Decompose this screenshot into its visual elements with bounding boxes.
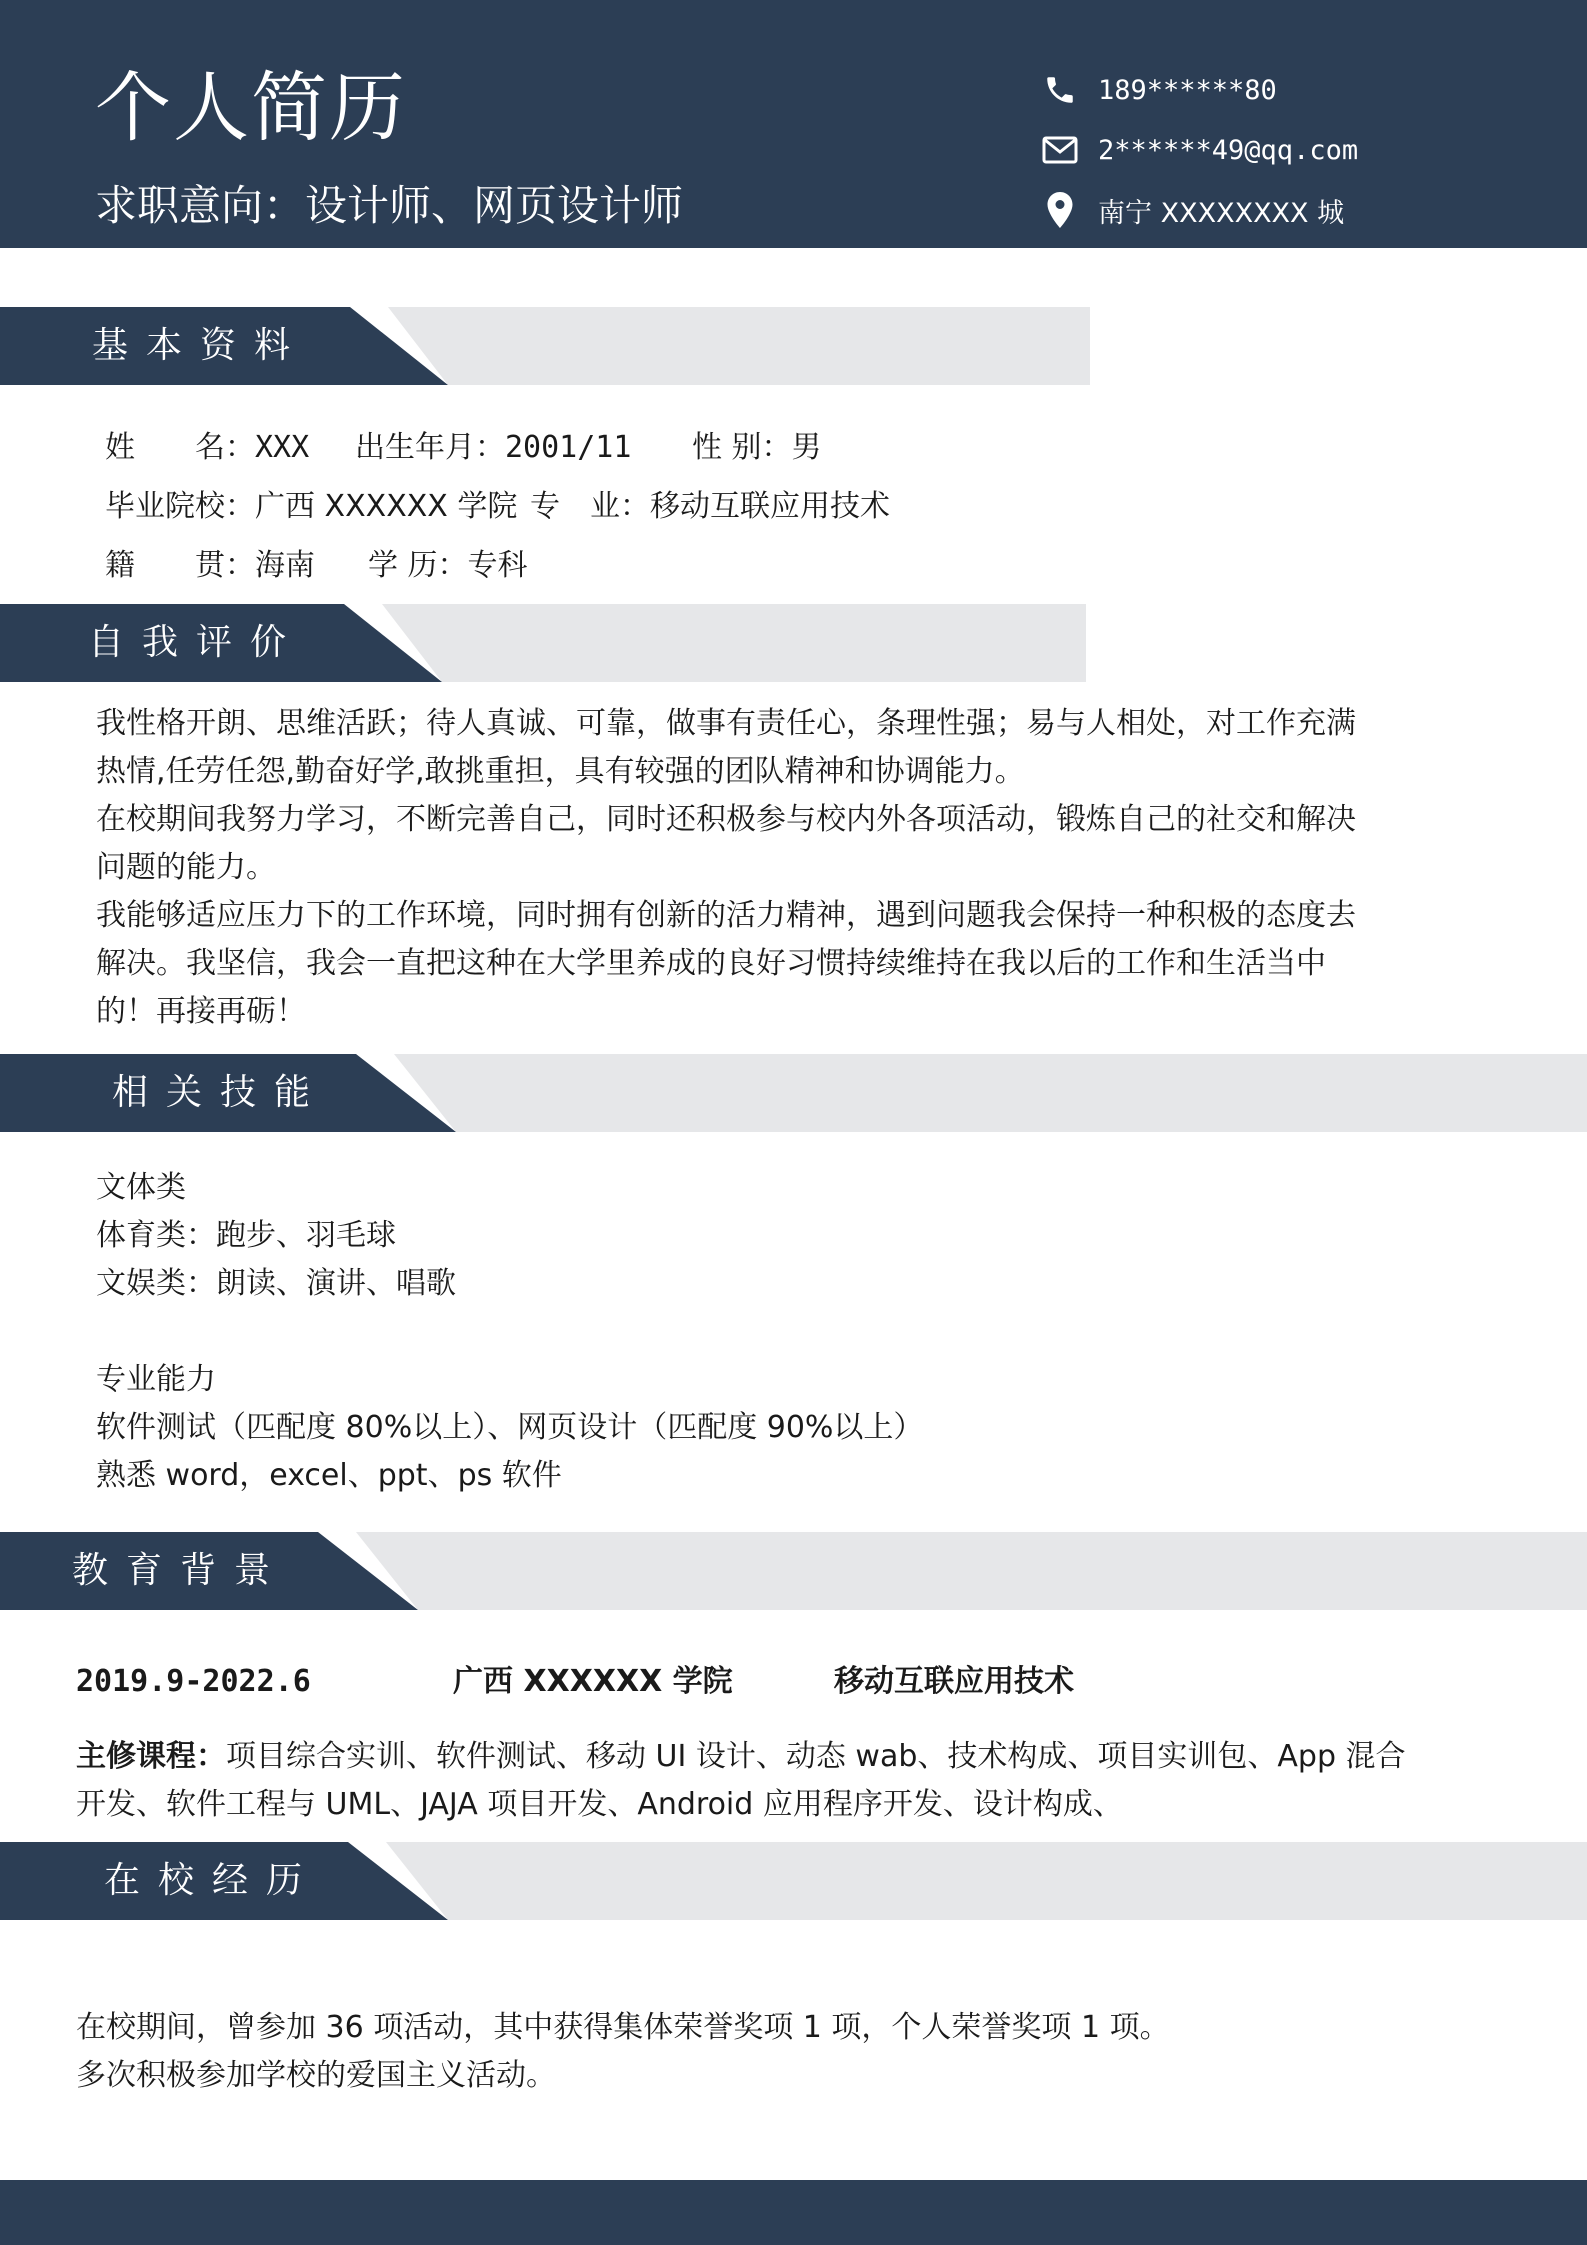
school-field xyxy=(105,483,517,531)
name-label: 姓 名： xyxy=(105,430,255,465)
email-text: 2******49@qq.com xyxy=(1098,134,1359,166)
campus-experience xyxy=(76,2004,1170,2100)
courses-line-2: 开发、软件工程与 UML、JAJA 项目开发、Android 应用程序开发、设计构成、 xyxy=(76,1787,1123,1822)
courses-text: 项目综合实训、软件测试、移动 UI 设计、动态 wab、技术构成、项目实训包、App 混合 xyxy=(226,1739,1406,1774)
period-text: 2019.9-2022.6 xyxy=(76,1664,311,1699)
self-eval-line: 热情,任劳任怨,勤奋好学,敢挑重担，具有较强的团队精神和协调能力。 xyxy=(96,754,1025,789)
birth-field xyxy=(355,424,631,472)
mail-icon xyxy=(1040,130,1080,170)
section-title-education: 教育背景 xyxy=(72,1550,289,1591)
degree-label: 学 历： xyxy=(368,548,468,583)
section-header-self-eval xyxy=(0,604,1587,682)
resume-title: 个人简历 xyxy=(95,63,407,152)
skill-line: 文娱类：朗读、演讲、唱歌 xyxy=(96,1266,456,1301)
section-header-campus xyxy=(0,1842,1587,1920)
origin-label: 籍 贯： xyxy=(105,548,255,583)
skill-line: 熟悉 word，excel、ppt、ps 软件 xyxy=(96,1458,562,1493)
self-eval-line: 解决。我坚信，我会一直把这种在大学里养成的良好习惯持续维持在我以后的工作和生活当中 xyxy=(96,946,1326,981)
major-value: 移动互联应用技术 xyxy=(650,489,890,524)
contact-email xyxy=(1040,126,1358,174)
campus-line: 在校期间，曾参加 36 项活动，其中获得集体荣誉奖项 1 项，个人荣誉奖项 1 项。 xyxy=(76,2010,1170,2045)
major-field xyxy=(530,483,890,531)
self-eval-line: 问题的能力。 xyxy=(96,850,276,885)
location-icon xyxy=(1040,190,1080,230)
section-title-skills: 相关技能 xyxy=(112,1072,329,1113)
education-major: 移动互联应用技术 xyxy=(834,1664,1074,1699)
self-eval-line: 我能够适应压力下的工作环境，同时拥有创新的活力精神，遇到问题我会保持一种积极的态度去 xyxy=(96,898,1356,933)
skill-line: 体育类：跑步、羽毛球 xyxy=(96,1218,396,1253)
courses-label: 主修课程： xyxy=(76,1739,226,1774)
birth-value: 2001/11 xyxy=(505,430,632,465)
gender-field xyxy=(692,424,822,472)
birth-label: 出生年月： xyxy=(355,430,505,465)
self-evaluation-text xyxy=(96,700,1356,1036)
degree-field xyxy=(368,542,528,590)
school-value: 广西 XXXXXX 学院 xyxy=(255,489,518,524)
gender-label: 性 别： xyxy=(692,430,792,465)
education-school: 广西 XXXXXX 学院 xyxy=(453,1664,733,1699)
phone-text: 189******80 xyxy=(1098,74,1277,106)
campus-line: 多次积极参加学校的爱国主义活动。 xyxy=(76,2058,556,2093)
section-header-skills xyxy=(0,1054,1587,1132)
self-eval-line: 在校期间我努力学习，不断完善自己，同时还积极参与校内外各项活动，锻炼自己的社交和解决 xyxy=(96,802,1356,837)
school-label: 毕业院校： xyxy=(105,489,255,524)
skills-list xyxy=(96,1164,923,1500)
job-intention: 求职意向：设计师、网页设计师 xyxy=(95,181,684,230)
skill-line: 文体类 xyxy=(96,1170,186,1205)
self-eval-line: 的！再接再砺！ xyxy=(96,994,306,1029)
basic-row-1 xyxy=(105,424,309,472)
major-label: 专 业： xyxy=(530,489,650,524)
contact-address xyxy=(1040,186,1344,234)
courses-line-1 xyxy=(76,1733,1406,1781)
section-title-basic: 基本资料 xyxy=(92,325,309,366)
phone-icon xyxy=(1040,70,1080,110)
self-eval-line: 我性格开朗、思维活跃；待人真诚、可靠，做事有责任心，条理性强；易与人相处，对工作充满 xyxy=(96,706,1356,741)
degree-value: 专科 xyxy=(467,548,528,583)
name-value: XXX xyxy=(255,430,310,465)
gender-value: 男 xyxy=(791,430,822,465)
section-title-self-eval: 自我评价 xyxy=(88,622,305,663)
section-header-education xyxy=(0,1532,1587,1610)
origin-field xyxy=(105,542,315,590)
section-title-campus: 在校经历 xyxy=(104,1860,321,1901)
contact-phone xyxy=(1040,66,1277,114)
skill-line xyxy=(96,1308,923,1356)
resume-header xyxy=(0,0,1587,248)
skill-line: 软件测试（匹配度 80%以上）、网页设计（匹配度 90%以上） xyxy=(96,1410,924,1445)
origin-value: 海南 xyxy=(255,548,315,583)
address-text: 南宁 XXXXXXXX 城 xyxy=(1098,197,1345,229)
skill-line: 专业能力 xyxy=(96,1362,216,1397)
footer-bar xyxy=(0,2180,1587,2245)
education-period xyxy=(76,1658,311,1706)
section-header-basic xyxy=(0,307,1587,385)
